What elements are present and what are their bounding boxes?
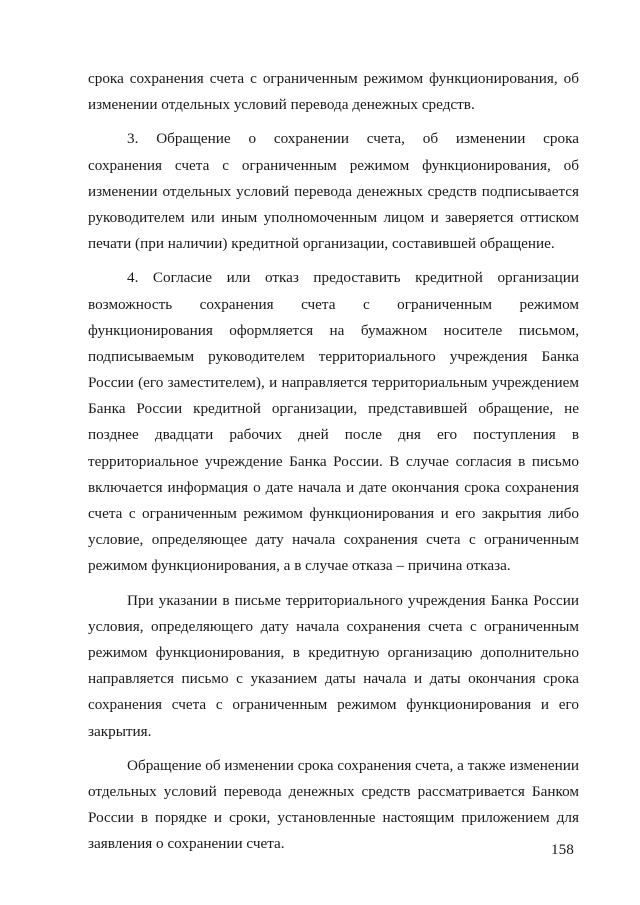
- paragraph: [88, 753, 579, 858]
- text-line: сохранения счета с ограниченным режимом функционирования и его: [88, 696, 579, 714]
- text-line: территориальное учреждение Банка России. В случае согласия в письмо: [88, 452, 579, 470]
- text-line: функционирования оформляется на бумажном носителе письмом,: [88, 321, 579, 339]
- text-line: режимом функционирования, а в случае отказа – причина отказа.: [88, 557, 511, 575]
- text-line: счета с ограниченным режимом функционирования и его закрытия либо: [88, 505, 579, 522]
- text-line: направляется письмо с указанием даты начала и даты окончания срока: [88, 670, 579, 688]
- text-line: срока сохранения счета с ограниченным режимом функционирования, об: [88, 70, 579, 87]
- document-body: [88, 66, 579, 857]
- paragraph-item-4: [88, 265, 579, 579]
- text-line: России (его заместителем), и направляется территориальным учреждением: [88, 374, 579, 392]
- text-line: позднее двадцати рабочих дней после дня его поступления в: [88, 426, 579, 444]
- text-line: включается информация о дате начала и дате окончания срока сохранения: [88, 478, 579, 496]
- text-line: условие, определяющее дату начала сохранения счета с ограниченным: [88, 531, 579, 549]
- text-line: При указании в письме территориального учреждения Банка России: [127, 591, 579, 609]
- text-line: печати (при наличии) кредитной организации, составившей обращение.: [88, 235, 555, 253]
- text-line: подписываемым руководителем территориального учреждения Банка: [88, 347, 579, 365]
- page-number: 158: [551, 841, 574, 858]
- text-line: 4. Согласие или отказ предоставить кредитной организации: [127, 269, 579, 287]
- text-line: сохранения счета с ограниченным режимом функционирования, об: [88, 156, 579, 174]
- text-line: изменении отдельных условий перевода денежных средств.: [88, 96, 475, 114]
- text-line: режимом функционирования, в кредитную организацию дополнительно: [88, 643, 579, 661]
- text-line: Обращение об изменении срока сохранения счета, а также изменении: [127, 756, 579, 774]
- text-line: 3. Обращение о сохранении счета, об изменении срока: [127, 130, 579, 148]
- text-line: условия, определяющего дату начала сохранения счета с ограниченным: [88, 617, 579, 635]
- text-line: России в порядке и сроки, установленные настоящим приложением для: [88, 809, 579, 827]
- text-line: руководителем или иным уполномоченным лицом и заверяется оттиском: [88, 208, 579, 226]
- paragraph-item-3: [88, 126, 579, 257]
- text-line: Банка России кредитной организации, представившей обращение, не: [88, 400, 579, 418]
- paragraph: [88, 588, 579, 745]
- text-line: возможность сохранения счета с ограниченным режимом: [88, 295, 579, 313]
- text-line: заявления о сохранении счета.: [88, 835, 285, 853]
- text-line: отдельных условий перевода денежных средств рассматривается Банком: [88, 782, 579, 800]
- text-line: закрытия.: [88, 722, 152, 740]
- text-line: изменении отдельных условий перевода денежных средств подписывается: [88, 182, 579, 200]
- paragraph-continuation: [88, 66, 579, 118]
